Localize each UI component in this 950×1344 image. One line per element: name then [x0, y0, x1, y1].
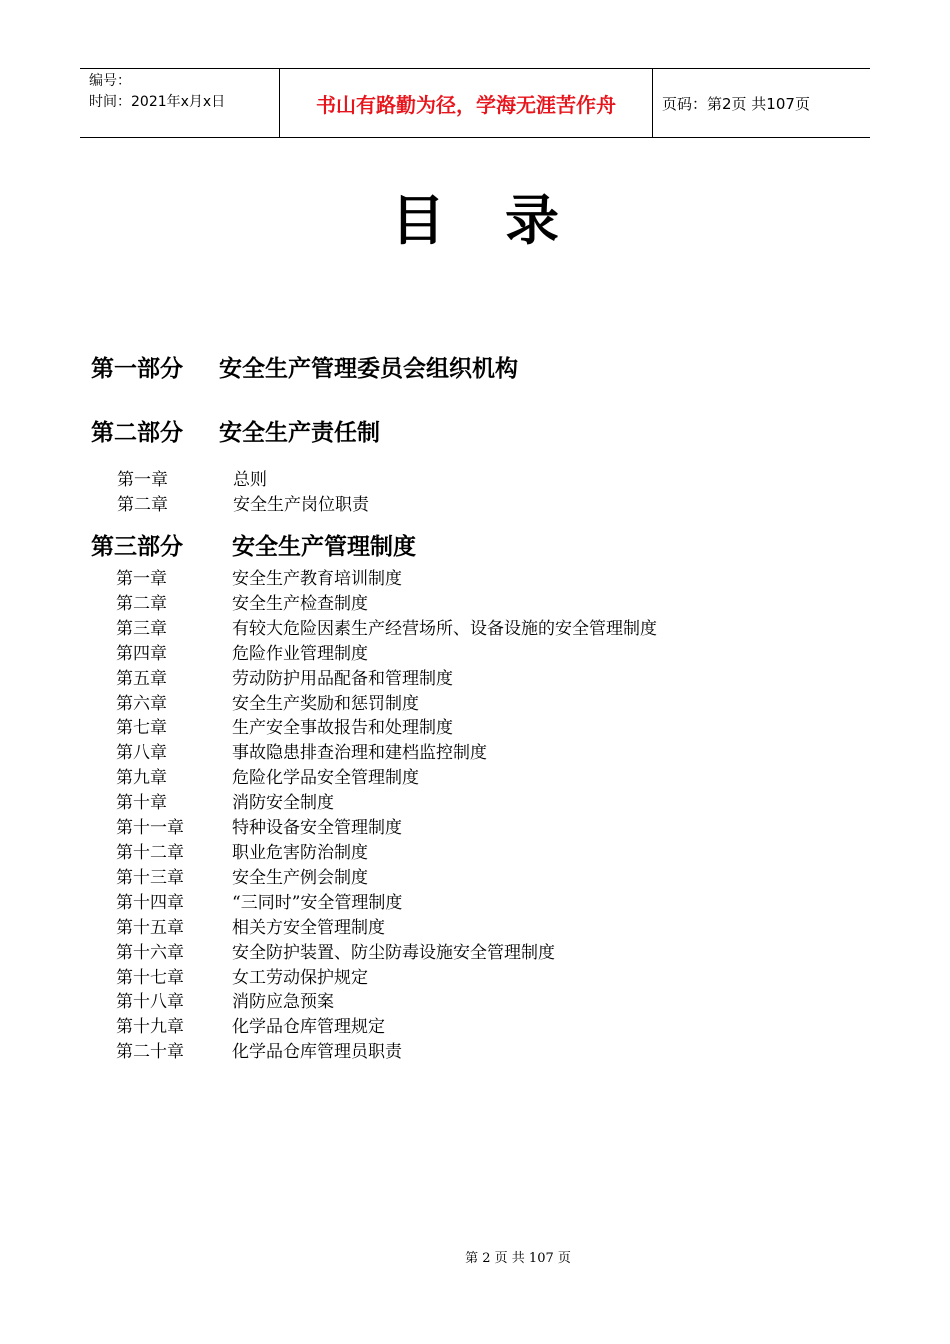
chapter-name: 有较大危险因素生产经营场所、设备设施的安全管理制度 — [232, 618, 657, 639]
toc-entry[interactable] — [116, 567, 657, 592]
page-header — [80, 68, 870, 138]
chapter-number: 第二十章 — [116, 1042, 184, 1063]
toc-entry[interactable] — [116, 866, 657, 891]
chapter-number: 第十五章 — [116, 917, 184, 938]
part-3[interactable] — [91, 528, 416, 561]
chapter-name: 职业危害防治制度 — [232, 842, 368, 863]
toc-entry[interactable] — [116, 741, 657, 766]
chapter-name: 劳动防护用品配备和管理制度 — [232, 668, 453, 689]
toc-entry[interactable] — [116, 791, 657, 816]
chapter-number: 第四章 — [116, 643, 167, 664]
part-number: 第三部分 — [91, 534, 183, 560]
time-label: 时间：2021年x月x日 — [89, 94, 226, 110]
chapter-number: 第二章 — [117, 494, 168, 515]
chapter-number: 第一章 — [117, 470, 168, 490]
chapter-number: 第七章 — [116, 718, 167, 739]
toc-entry[interactable] — [116, 617, 657, 642]
page-title: 目录 — [391, 188, 619, 252]
chapter-name: 特种设备安全管理制度 — [232, 818, 402, 839]
toc-entry[interactable] — [116, 816, 657, 841]
header-meta — [80, 69, 280, 137]
part-2-chapter-list — [117, 468, 369, 518]
chapter-name: 危险作业管理制度 — [232, 643, 368, 664]
chapter-number: 第八章 — [116, 743, 167, 764]
chapter-number: 第十八章 — [116, 992, 184, 1013]
part-name: 安全生产管理委员会组织机构 — [219, 356, 518, 382]
chapter-name: 事故隐患排查治理和建档监控制度 — [232, 743, 487, 764]
chapter-name: 化学品仓库管理规定 — [232, 1017, 385, 1038]
part-number: 第一部分 — [91, 356, 183, 382]
toc-entry[interactable] — [116, 667, 657, 692]
chapter-number: 第三章 — [116, 618, 167, 639]
chapter-name: 安全生产检查制度 — [232, 593, 368, 614]
toc-entry[interactable] — [116, 891, 657, 916]
chapter-number: 第十七章 — [116, 967, 184, 988]
chapter-number: 第十三章 — [116, 867, 184, 888]
part-2[interactable] — [91, 414, 380, 447]
chapter-number: 第一章 — [116, 569, 167, 589]
toc-entry[interactable] — [116, 766, 657, 791]
chapter-number: 第十六章 — [116, 942, 184, 963]
toc-entry[interactable] — [116, 941, 657, 966]
chapter-name: 安全生产例会制度 — [232, 867, 368, 888]
chapter-name: 相关方安全管理制度 — [232, 917, 385, 938]
page-footer: 第 2 页 共 107 页 — [465, 1251, 571, 1266]
part-1[interactable] — [91, 350, 518, 383]
chapter-name: 安全生产岗位职责 — [233, 494, 369, 515]
chapter-number: 第十二章 — [116, 842, 184, 863]
chapter-number: 第二章 — [116, 593, 167, 614]
toc-entry[interactable] — [116, 642, 657, 667]
chapter-name: 安全生产奖励和惩罚制度 — [232, 693, 419, 714]
code-label: 编号： — [89, 73, 131, 89]
chapter-name: 总则 — [233, 470, 267, 490]
toc-entry[interactable] — [116, 1015, 657, 1040]
chapter-name: 生产安全事故报告和处理制度 — [232, 718, 453, 739]
toc-entry[interactable] — [116, 592, 657, 617]
chapter-number: 第十一章 — [116, 818, 184, 839]
chapter-name: 安全生产教育培训制度 — [232, 569, 402, 589]
chapter-name: 女工劳动保护规定 — [232, 967, 368, 988]
chapter-name: 化学品仓库管理员职责 — [232, 1042, 402, 1063]
toc-entry[interactable] — [117, 493, 369, 518]
part-3-chapter-list — [116, 567, 657, 1065]
chapter-name: 危险化学品安全管理制度 — [232, 768, 419, 789]
chapter-number: 第五章 — [116, 668, 167, 689]
toc-entry[interactable] — [116, 966, 657, 991]
header-motto: 书山有路勤为径，学海无涯苦作舟 — [280, 69, 653, 137]
toc-entry[interactable] — [116, 990, 657, 1015]
chapter-name: 消防安全制度 — [232, 793, 334, 814]
toc-entry[interactable] — [116, 916, 657, 941]
toc-entry[interactable] — [116, 1040, 657, 1065]
chapter-name: 安全防护装置、防尘防毒设施安全管理制度 — [232, 942, 555, 963]
chapter-name: “三同时”安全管理制度 — [232, 892, 403, 913]
part-name: 安全生产责任制 — [219, 420, 380, 446]
toc-entry[interactable] — [117, 468, 369, 493]
part-number: 第二部分 — [91, 420, 183, 446]
header-page-info: 页码：第2页 共107页 — [662, 94, 810, 113]
chapter-number: 第十九章 — [116, 1017, 184, 1038]
chapter-name: 消防应急预案 — [232, 992, 334, 1013]
toc-entry[interactable] — [116, 841, 657, 866]
toc-entry[interactable] — [116, 692, 657, 717]
toc-entry[interactable] — [116, 716, 657, 741]
chapter-number: 第六章 — [116, 693, 167, 714]
part-name: 安全生产管理制度 — [232, 534, 416, 560]
chapter-number: 第十章 — [116, 793, 167, 814]
chapter-number: 第十四章 — [116, 892, 184, 913]
chapter-number: 第九章 — [116, 768, 167, 789]
